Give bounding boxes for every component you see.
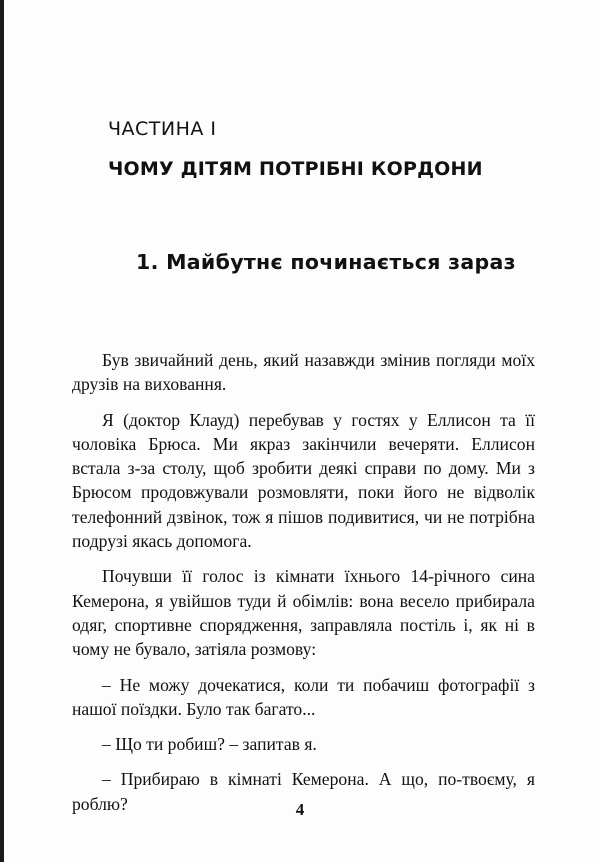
- paragraph: Був звичайний день, який назавжди змінив погляди моїх друзів на виховання.: [72, 350, 535, 395]
- page-edge-shadow: [0, 0, 4, 862]
- paragraph: Я (доктор Клауд) перебував у гостях у Еллисон та її чоловіка Брюса. Ми якраз закінчили вечеряти. Еллисон встала з-за столу, щоб зробити деякі справи по дому. Ми з Брюсом продовжували розмовляти, поки його не відволік телефонний дзвінок, тож я пішов подивитися, чи не потрібна подрузі якась допомога.: [72, 409, 535, 552]
- dialogue-line: – Не можу дочекатися, коли ти побачиш фотографії з нашої поїздки. Було так багато...: [72, 674, 535, 719]
- part-title: ЧОМУ ДІТЯМ ПОТРІБНІ КОРДОНИ: [108, 158, 483, 180]
- paragraph: Почувши її голос із кімнати їхнього 14-річного сина Кемерона, я увійшов туди й обімлів: вона весело прибирала одяг, спортивне спорядження, заправляла постіль і, як ні в чому не бувало, затіяла розмову:: [72, 566, 535, 660]
- dialogue-line: – Прибираю в кімнаті Кемерона. А що, по-твоєму, я роблю?: [72, 769, 535, 814]
- part-label: ЧАСТИНА І: [108, 118, 217, 140]
- body-text: [72, 348, 535, 827]
- chapter-title: 1. Майбутнє починається зараз: [136, 250, 516, 274]
- page-number: 4: [295, 800, 305, 819]
- dialogue-line: – Що ти робиш? – запитав я.: [102, 734, 317, 755]
